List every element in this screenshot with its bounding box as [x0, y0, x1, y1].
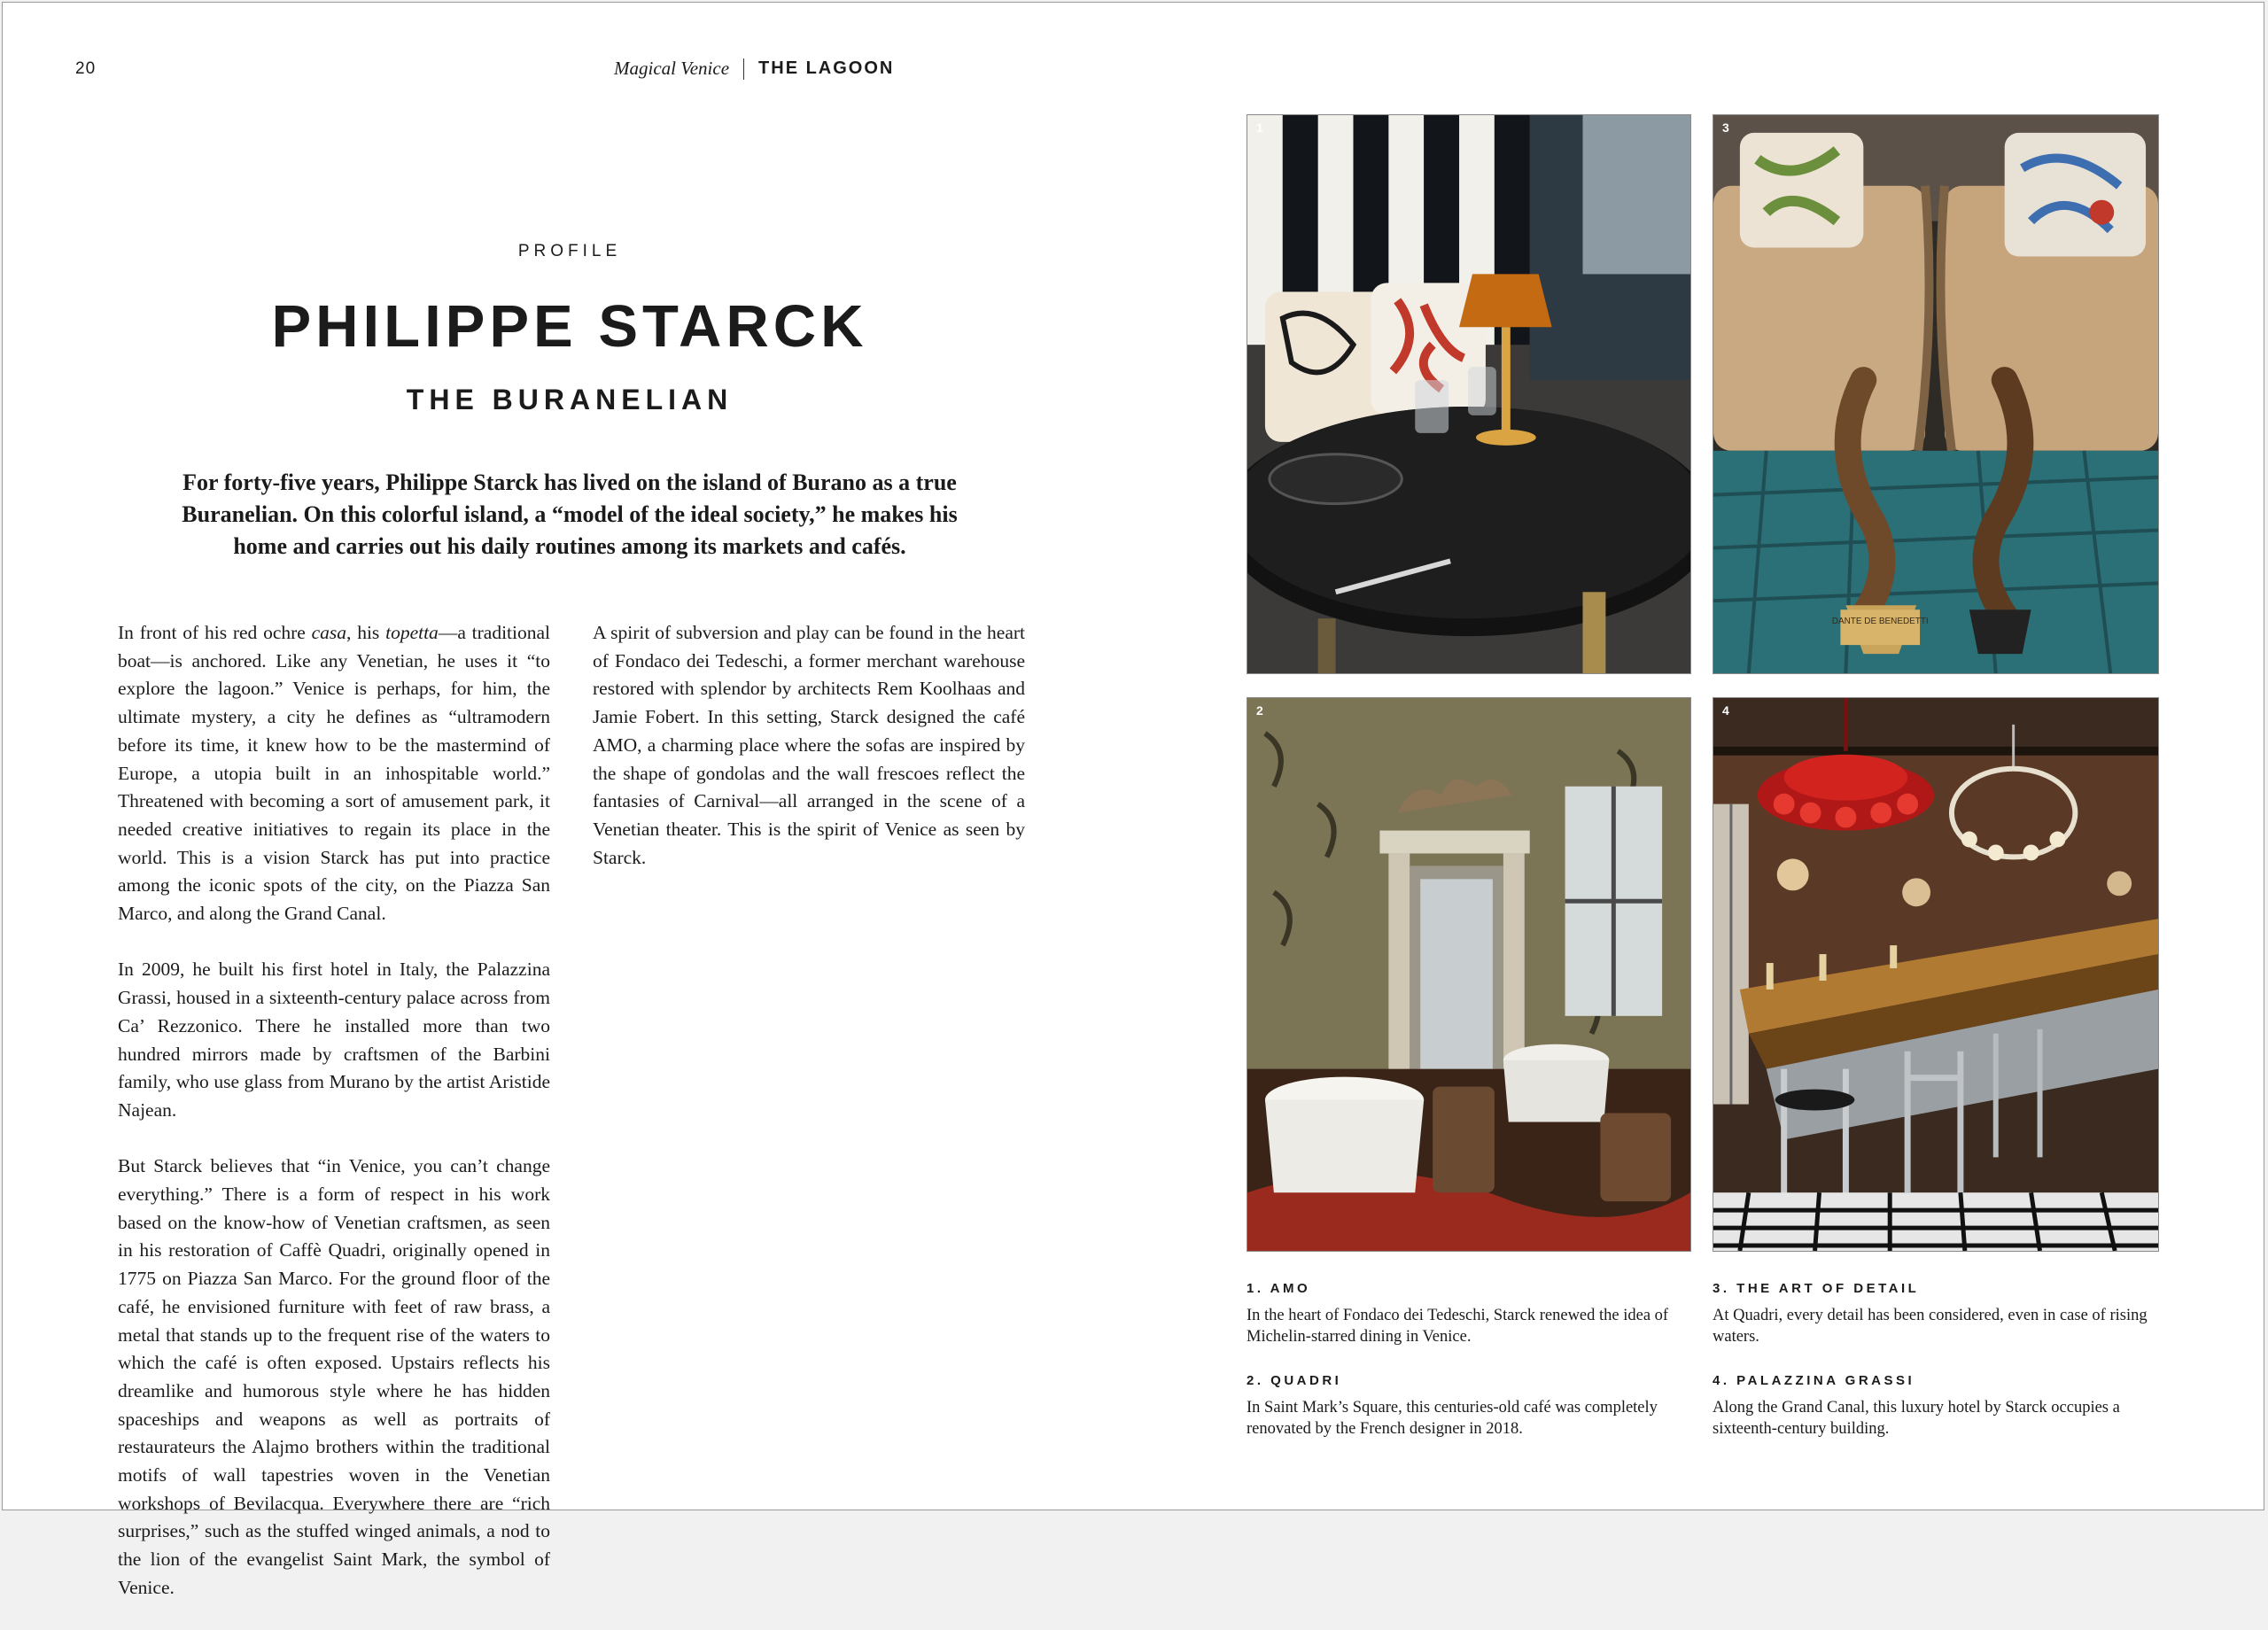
body-paragraph-2: In 2009, he built his first hotel in Italy, the Palazzina Grassi, housed in a sixteenth-century palace across from Ca’ Rezzonico. There he installed more than two hundred mirrors made by craftsmen of the Barbini family, who use glass from Murano by the artist Aristide Najean. — [118, 959, 550, 1121]
running-head — [614, 58, 1500, 80]
body-column-left — [118, 619, 550, 1630]
photo-number-2: 2 — [1256, 703, 1263, 718]
photo-number-1: 1 — [1256, 120, 1263, 135]
caption-text: In Saint Mark’s Square, this centuries-old café was completely renovated by the French designer in 2018. — [1247, 1399, 1658, 1438]
caption-title: 4. PALAZZINA GRASSI — [1713, 1373, 1915, 1388]
caption-text: Along the Grand Canal, this luxury hotel by Starck occupies a sixteenth-century building. — [1713, 1399, 2120, 1438]
article-intro: For forty-five years, Philippe Starck has lived on the island of Burano as a true Buranelian. On this colorful island, a “model of the ideal society,” he makes his home and carries out his daily routines among its markets and cafés. — [182, 470, 958, 559]
photo-amo-illustration — [1247, 115, 1690, 673]
photo-art-of-detail — [1713, 114, 2159, 674]
body-italic-casa: casa — [311, 622, 347, 643]
caption-title: 3. THE ART OF DETAIL — [1713, 1281, 1920, 1296]
book-spread — [2, 2, 2264, 1598]
photo-number-4: 4 — [1722, 703, 1729, 718]
caption-text: At Quadri, every detail has been considered, even in case of rising waters. — [1713, 1307, 2148, 1346]
caption-palazzina-grassi — [1713, 1373, 2155, 1440]
caption-art-of-detail — [1713, 1281, 2155, 1347]
caption-title: 2. QUADRI — [1247, 1373, 1342, 1388]
body-paragraph-3: But Starck believes that “in Venice, you can’t change everything.” There is a form of respect in his work based on the know-how of Venetian craftsmen, as seen in his restoration of Caffè Quadri, originally opened in 1775 on Piazza San Marco. For the ground floor of the café, he envisioned furniture with feet of raw brass, a metal that stands up to the frequent rise of the waters to which the café is often exposed. Upstairs reflects his dreamlike and humorous style where he has hidden spaceships and weapons as well as portraits of restaurateurs the Alajmo brothers within the traditional motifs of wall tapestries woven in the Venetian workshops of Bevilacqua. Everywhere there are “rich surprises,” such as the stuffed winged animals, a nod to the lion of the evangelist Saint Mark, the symbol of Venice. — [118, 1155, 550, 1598]
article-subtitle: THE BURANELIAN — [406, 384, 734, 415]
plaque-text: DANTE DE BENEDETTI — [1831, 617, 1929, 627]
photo-quadri-dining — [1247, 697, 1691, 1252]
photo-quadri-illustration — [1247, 698, 1690, 1251]
body-paragraph-1 — [118, 619, 550, 928]
caption-amo — [1247, 1281, 1689, 1347]
caption-quadri — [1247, 1373, 1689, 1440]
running-head-divider — [743, 58, 744, 80]
photo-detail-illustration — [1713, 115, 2158, 673]
article-kicker: PROFILE — [517, 242, 622, 260]
photo-amo-table — [1247, 114, 1691, 674]
page-number: 20 — [75, 59, 97, 78]
body-text: In front of his red ochre — [118, 622, 312, 643]
body-text: , his — [346, 622, 386, 643]
photo-bar-illustration — [1713, 698, 2158, 1251]
running-head-section: Magical Venice — [614, 58, 730, 79]
body-column-right — [593, 619, 1025, 900]
body-paragraph-4: A spirit of subversion and play can be found in the heart of Fondaco dei Tedeschi, a former merchant warehouse restored with splendor by architects Rem Koolhaas and Jamie Fobert. In this setting, Starck designed the café AMO, a charming place where the sofas are inspired by the shape of gondolas and the wall frescoes reflect the fantasies of Carnival—all arranged in the scene of a Venetian theater. This is the spirit of Venice as seen by Starck. — [593, 622, 1025, 868]
photo-number-3: 3 — [1722, 120, 1729, 135]
caption-text: In the heart of Fondaco dei Tedeschi, Starck renewed the idea of Michelin-starred dining in Venice. — [1247, 1307, 1669, 1346]
body-text: —a traditional boat—is anchored. Like any Venetian, he uses it “to explore the lagoon.” Venice is perhaps, for him, the ultimate mystery, a city he defines as “ultramodern before its time, it knew how to be the mastermind of Europe, a utopia built in an inhospitable world.” Threatened with becoming a sort of amusement park, it needed creative initiatives to regain its place in the world. This is a vision Starck has put into practice among the iconic spots of the city, on the Piazza San Marco, and along the Grand Canal. — [118, 622, 551, 925]
article-title: PHILIPPE STARCK — [271, 293, 868, 360]
caption-title: 1. AMO — [1247, 1281, 1311, 1296]
body-italic-topetta: topetta — [385, 622, 439, 643]
photo-palazzina-grassi-bar — [1713, 697, 2159, 1252]
running-head-chapter: THE LAGOON — [758, 58, 895, 78]
